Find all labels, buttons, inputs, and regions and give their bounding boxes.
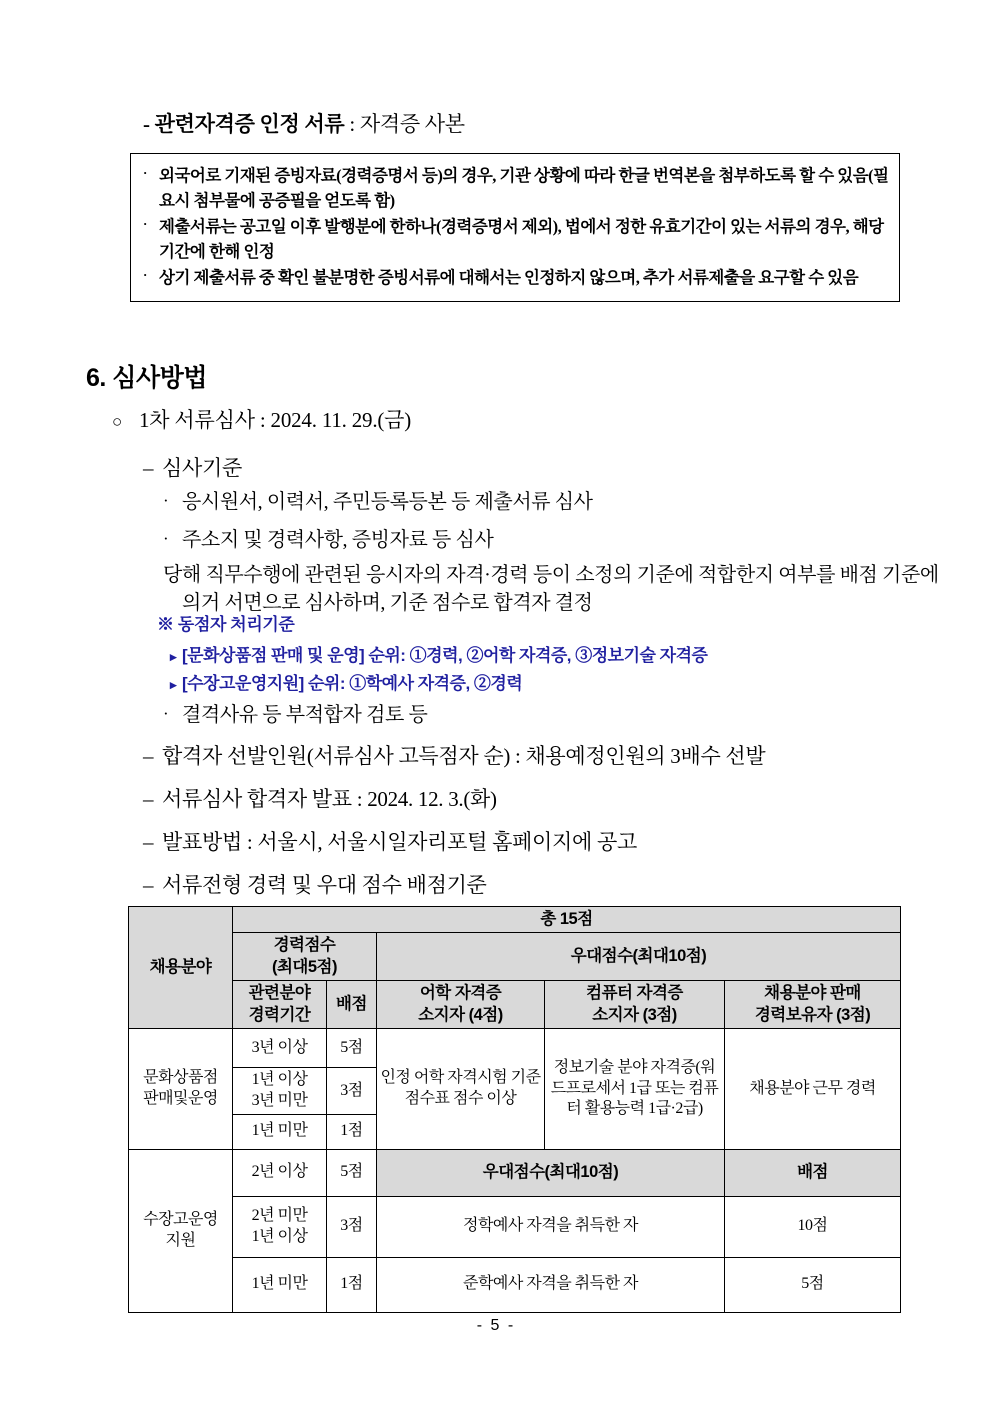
header-language-cert	[377, 981, 545, 1029]
related-cert-heading-tail: : 자격증 사본	[344, 112, 465, 136]
group2-period-2-line2: 1년 이상	[251, 1227, 308, 1245]
header-computer-cert-line1: 컴퓨터 자격증	[586, 984, 683, 1003]
selection-count-item: – 합격자 선발인원(서류심사 고득점자 순) : 채용예정인원의 3배수 선발	[143, 740, 765, 770]
group1-field	[129, 1029, 233, 1150]
group2-field	[129, 1149, 233, 1312]
table-row	[129, 1257, 901, 1312]
header-career-period-line1: 관련분야	[248, 984, 311, 1003]
group2-field-line1: 수장고운영	[143, 1210, 218, 1228]
group2-points-1: 5점	[327, 1149, 377, 1196]
table-row	[129, 1149, 901, 1196]
scoring-criteria-item: – 서류전형 경력 및 우대 점수 배점기준	[143, 869, 487, 899]
notes-box	[130, 153, 900, 302]
scoring-criteria-table	[128, 906, 901, 1313]
round1-screening-item: ○ 1차 서류심사 : 2024. 11. 29.(금)	[112, 404, 411, 434]
group1-language-cell: 인정 어학 자격시험 기준점수표 점수 이상	[377, 1029, 545, 1150]
header-career-score-line1: 경력점수	[273, 936, 336, 955]
criteria-item-last: · 결격사유 등 부적합자 검토 등	[163, 698, 427, 727]
bullet-dot-icon: ·	[143, 267, 147, 283]
group1-period-2-line2: 3년 미만	[251, 1091, 308, 1109]
header-language-cert-line2: 소지자 (4점)	[418, 1005, 503, 1024]
criteria-item-long: 당해 직무수행에 관련된 응시자의 자격·경력 등이 소정의 기준에 적합한지 여부를 배점 기준에 의거 서면으로 심사하며, 기준 점수로 합격자 결정	[163, 564, 939, 615]
criteria-item: · 응시원서, 이력서, 주민등록등본 등 제출서류 심사	[163, 485, 593, 514]
note-item	[143, 214, 889, 264]
group2-period-2	[233, 1196, 327, 1257]
tiebreak-rule-row: ▸ [문화상품점 판매 및 운영] 순위: ①경력, ②어학 자격증, ③정보기술 자격증	[170, 641, 707, 666]
criteria-item: · 주소지 및 경력사항, 증빙자료 등 심사	[163, 523, 493, 552]
group1-computer-cell: 정보기술 분야 자격증(워드프로세서 1급 또는 컴퓨터 활용능력 1급·2급)	[545, 1029, 725, 1150]
group2-period-2-line1: 2년 미만	[251, 1206, 308, 1224]
criteria-label: – 심사기준	[143, 452, 242, 482]
table-row	[129, 1196, 901, 1257]
group1-period-2	[233, 1068, 327, 1115]
group1-field-line1: 문화상품점	[143, 1069, 218, 1087]
header-career-points: 배점	[327, 981, 377, 1029]
header-career-period	[233, 981, 327, 1029]
table-header-row	[129, 981, 901, 1029]
group2-bonus-points-1: 10점	[725, 1196, 901, 1257]
header-total: 총 15점	[233, 907, 901, 933]
bullet-dot-icon: ·	[143, 165, 147, 180]
bullet-dot-icon: ·	[143, 216, 147, 232]
note-item	[143, 265, 889, 290]
header-career-score	[233, 933, 377, 981]
header-computer-cert	[545, 981, 725, 1029]
table-header-row	[129, 933, 901, 981]
tiebreak-heading: ※ 동점자 처리기준	[157, 615, 295, 634]
header-language-cert-line1: 어학 자격증	[419, 984, 502, 1003]
group2-period-1: 2년 이상	[233, 1149, 327, 1196]
group2-bonus-header: 우대점수(최대10점)	[377, 1149, 725, 1196]
group1-sales-cell: 채용분야 근무 경력	[725, 1029, 901, 1150]
header-sales-career	[725, 981, 901, 1029]
group2-bonus-desc-2: 준학예사 자격을 취득한 자	[377, 1257, 725, 1312]
related-cert-heading-bold: - 관련자격증 인정 서류	[143, 112, 345, 136]
header-bonus-score: 우대점수(최대10점)	[377, 933, 901, 981]
tiebreak-rule-row: ▸ [수장고운영지원] 순위: ①학예사 자격증, ②경력	[170, 669, 522, 694]
note-item	[143, 163, 889, 213]
header-sales-career-line1: 채용분야 판매	[764, 984, 861, 1003]
section-6-title: 6. 심사방법	[86, 364, 207, 392]
header-computer-cert-line2: 소지자 (3점)	[592, 1005, 677, 1024]
group1-points-1: 5점	[327, 1029, 377, 1068]
group1-field-line2: 판매및운영	[143, 1089, 218, 1107]
group2-points-3: 1점	[327, 1257, 377, 1312]
group1-period-1: 3년 이상	[233, 1029, 327, 1068]
page-number: - 5 -	[476, 1317, 516, 1334]
announcement-method-item: – 발표방법 : 서울시, 서울시일자리포털 홈페이지에 공고	[143, 826, 637, 856]
group1-points-2: 3점	[327, 1068, 377, 1115]
group2-points-header: 배점	[725, 1149, 901, 1196]
header-field: 채용분야	[129, 907, 233, 1029]
group2-field-line2: 지원	[165, 1231, 196, 1249]
header-career-score-line2: (최대5점)	[272, 957, 337, 976]
group2-bonus-desc-1: 정학예사 자격을 취득한 자	[377, 1196, 725, 1257]
note-text: 제출서류는 공고일 이후 발행분에 한하나(경력증명서 제외), 법에서 정한 유효기간이 있는 서류의 경우, 해당기간에 한해 인정	[159, 217, 884, 262]
note-text: 상기 제출서류 중 확인 불분명한 증빙서류에 대해서는 인정하지 않으며, 추가 서류제출을 요구할 수 있음	[159, 268, 859, 288]
related-cert-heading	[143, 108, 465, 138]
header-career-period-line2: 경력기간	[248, 1005, 311, 1024]
group2-period-3: 1년 미만	[233, 1257, 327, 1312]
group1-period-2-line1: 1년 이상	[251, 1071, 308, 1089]
note-text: 외국어로 기재된 증빙자료(경력증명서 등)의 경우, 기관 상황에 따라 한글 번역본을 첨부하도록 할 수 있음(필요시 첨부물에 공증필을 얻도록 함)	[159, 166, 889, 211]
table-header-row	[129, 907, 901, 933]
group1-points-3: 1점	[327, 1114, 377, 1149]
group2-bonus-points-2: 5점	[725, 1257, 901, 1312]
table-row	[129, 1029, 901, 1068]
result-announcement-item: – 서류심사 합격자 발표 : 2024. 12. 3.(화)	[143, 783, 497, 813]
header-sales-career-line2: 경력보유자 (3점)	[754, 1005, 871, 1024]
group1-period-3: 1년 미만	[233, 1114, 327, 1149]
group2-points-2: 3점	[327, 1196, 377, 1257]
